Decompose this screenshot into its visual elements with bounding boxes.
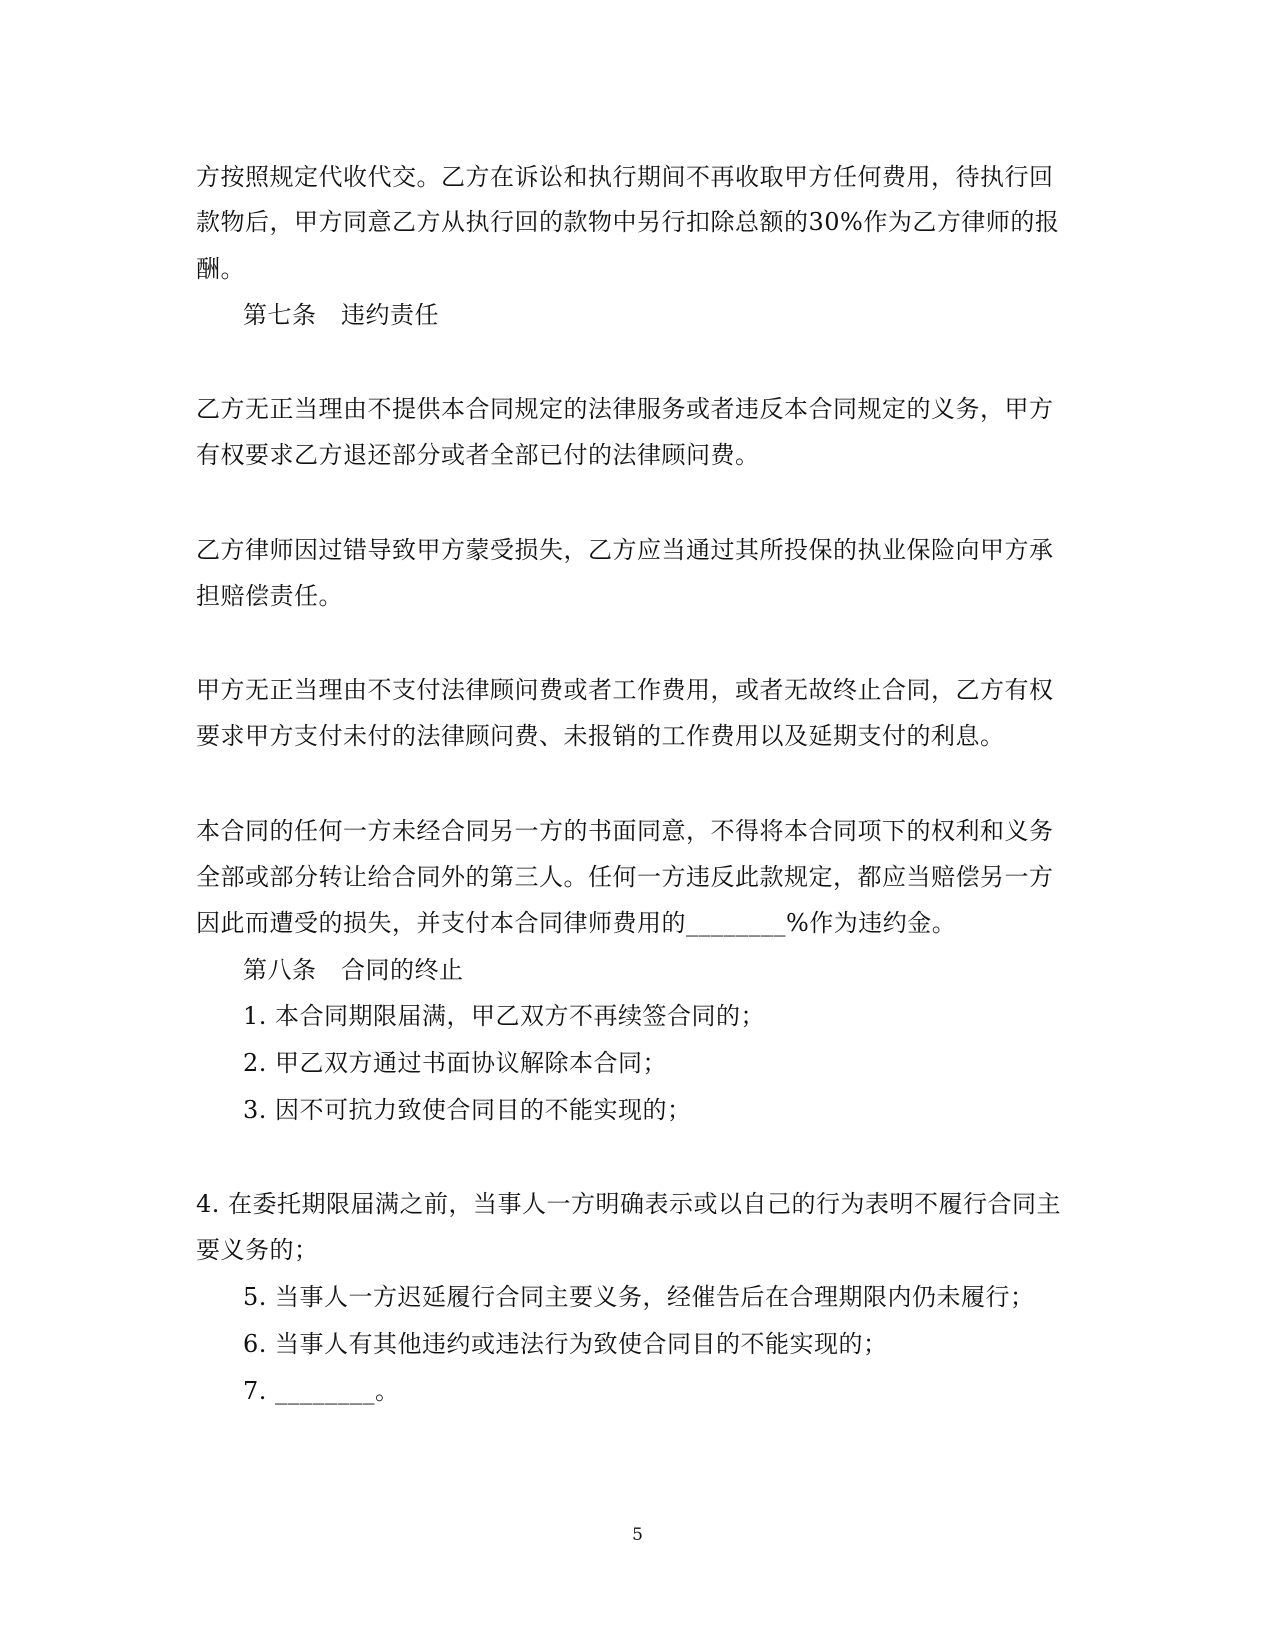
list-item: 7. ________。	[243, 1377, 400, 1405]
text-line: 要义务的；	[196, 1236, 319, 1264]
text-line: 款物后，甲方同意乙方从执行回的款物中另行扣除总额的30%作为乙方律师的报	[196, 208, 1060, 236]
list-item: 4. 在委托期限届满之前，当事人一方明确表示或以自己的行为表明不履行合同主	[196, 1190, 1062, 1218]
text-line: 方按照规定代收代交。乙方在诉讼和执行期间不再收取甲方任何费用，待执行回	[196, 163, 1054, 191]
page-number: 5	[632, 1525, 643, 1545]
list-item: 2. 甲乙双方通过书面协议解除本合同；	[243, 1049, 668, 1077]
list-item: 1. 本合同期限届满，甲乙双方不再续签合同的；	[243, 1002, 766, 1030]
text-line: 本合同的任何一方未经合同另一方的书面同意，不得将本合同项下的权利和义务	[196, 817, 1054, 845]
list-item: 6. 当事人有其他违约或违法行为致使合同目的不能实现的；	[243, 1330, 888, 1358]
text-line: 全部或部分转让给合同外的第三人。任何一方违反此款规定，都应当赔偿另一方	[196, 863, 1054, 891]
section-heading: 第八条 合同的终止	[243, 956, 464, 984]
text-line: 乙方无正当理由不提供本合同规定的法律服务或者违反本合同规定的义务，甲方	[196, 395, 1054, 423]
list-item: 3. 因不可抗力致使合同目的不能实现的；	[243, 1096, 692, 1124]
text-line: 要求甲方支付未付的法律顾问费、未报销的工作费用以及延期支付的利息。	[196, 722, 1005, 750]
text-line: 因此而遭受的损失，并支付本合同律师费用的________%作为违约金。	[196, 909, 957, 937]
text-line: 酬。	[196, 255, 245, 283]
text-line: 乙方律师因过错导致甲方蒙受损失，乙方应当通过其所投保的执业保险向甲方承	[196, 536, 1054, 564]
list-item: 5. 当事人一方迟延履行合同主要义务，经催告后在合理期限内仍未履行；	[243, 1283, 1035, 1311]
text-line: 甲方无正当理由不支付法律顾问费或者工作费用，或者无故终止合同，乙方有权	[196, 676, 1054, 704]
text-line: 有权要求乙方退还部分或者全部已付的法律顾问费。	[196, 441, 760, 469]
text-line: 担赔偿责任。	[196, 582, 343, 610]
section-heading: 第七条 违约责任	[243, 301, 439, 329]
